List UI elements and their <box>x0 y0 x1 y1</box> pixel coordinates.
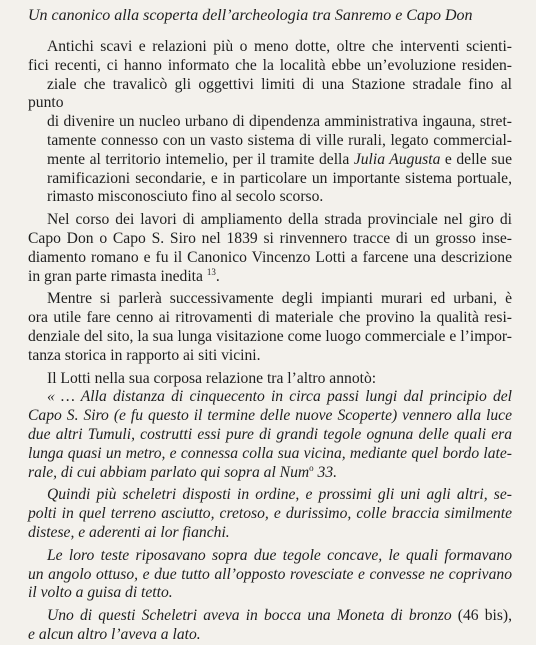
quote-line: « … Alla distanza di cinquecento in circa passi lungi dal principio del <box>47 388 512 406</box>
paragraph-3 <box>28 290 512 365</box>
quote-paragraph-2 <box>28 486 512 542</box>
quote-paragraph-1 <box>28 388 512 482</box>
text-line: rimasto misconosciuto fino al secolo scorso. <box>47 188 324 206</box>
paragraph-4 <box>28 370 512 389</box>
text-line: fici recenti, ci hanno informato che la località ebbe un’evoluzione residen- <box>28 56 512 74</box>
quote-line: polti in quel terreno asciutto, cretoso, e durissimo, colle braccia similmente <box>28 505 512 523</box>
text-line: Nel corso dei lavori di ampliamento della strada provinciale nel giro di <box>47 211 512 229</box>
text-line: diamento romano e fu il Canonico Vincenzo Lotti a farcene una descrizione <box>28 248 512 266</box>
quote-line: e alcun altro l’aveva a lato. <box>28 625 201 643</box>
text-fragment: 33. <box>313 463 338 481</box>
quote-line <box>28 464 512 483</box>
quote-line: lunga quasi un metro, e connessa colla sua vicina, mediante quel bordo late- <box>28 444 512 462</box>
text-line: ziale che travalicò gli oggettivi limiti di una Stazione stradale fino al punto <box>28 75 512 112</box>
text-line: Il Lotti nella sua corposa relazione tra l’altro annotò: <box>47 369 377 387</box>
text-fragment: Uno di questi Scheletri aveva in bocca una Moneta di bronzo <box>47 607 452 625</box>
quote-line <box>28 607 512 626</box>
paragraph-1 <box>28 38 512 207</box>
quote-paragraph-3 <box>28 547 512 603</box>
text-line: Capo Don o Capo S. Siro nel 1839 si rinvennero tracce di un grosso inse- <box>28 229 512 247</box>
text-line: Antichi scavi e relazioni più o meno dotte, oltre che interventi scienti- <box>47 38 512 55</box>
quote-line: Quindi più scheletri disposti in ordine, e prossimi gli uni agli altri, se- <box>47 486 512 504</box>
quote-line: il volto a guisa di tetto. <box>28 584 173 602</box>
text-fragment: . <box>215 267 220 285</box>
road-name: Julia Augusta <box>353 150 441 168</box>
text-line: ramificazioni secondarie, e in particolare un importante sistema portuale, <box>47 169 512 187</box>
footnote-ref[interactable]: 13 <box>206 266 216 277</box>
text-fragment: rale, di cui abbiam parlato qui sopra al Num <box>28 463 310 481</box>
quote-line: distese, e aderenti ai lor fianchi. <box>28 523 230 541</box>
text-line: denziale del sito, la sua lunga visitazione come luogo commerciale e l’impor- <box>28 327 512 345</box>
text-line: tamente connesso con un vasto sistema di ville rurali, legato commercial- <box>47 131 512 149</box>
text-fragment: e delle sue <box>444 150 512 168</box>
superscript-o: o <box>309 462 314 473</box>
text-line <box>28 151 512 170</box>
text-fragment: mente al territorio intemelio, per il tramite della <box>47 150 350 168</box>
text-line: ora utile fare cenno ai ritrovamenti di materiale che provino la qualità resi- <box>28 309 512 327</box>
quote-line: Capo S. Siro (e fu questo il termine delle nuove Scoperte) vennero alla luce <box>28 407 512 425</box>
text-line: Mentre si parlerà successivamente degli impianti murari ed urbani, è <box>47 290 512 308</box>
text-fragment: in gran parte rimasta inedita <box>28 267 203 285</box>
quote-line: Le loro teste riposavano sopra due tegole concave, le quali formavano <box>47 546 512 564</box>
quote-paragraph-4 <box>28 607 512 645</box>
quote-line: due altri Tumuli, costrutti essi pure di grandi tegole ognuna delle quali era <box>28 425 512 443</box>
paragraph-2 <box>28 211 512 286</box>
section-title: Un canonico alla scoperta dell’archeologia tra Sanremo e Capo Don <box>28 7 473 24</box>
quote-line: un angolo ottuso, e due tutto all’opposto rovesciate e convesse ne coprivano <box>28 565 512 583</box>
note-ref: (46 bis), <box>457 607 512 625</box>
text-line <box>28 268 512 287</box>
text-line: di divenire un nucleo urbano di dipendenza amministrativa ingauna, stret- <box>47 113 512 131</box>
text-line: tanza storica in rapporto ai siti vicini. <box>28 346 261 364</box>
